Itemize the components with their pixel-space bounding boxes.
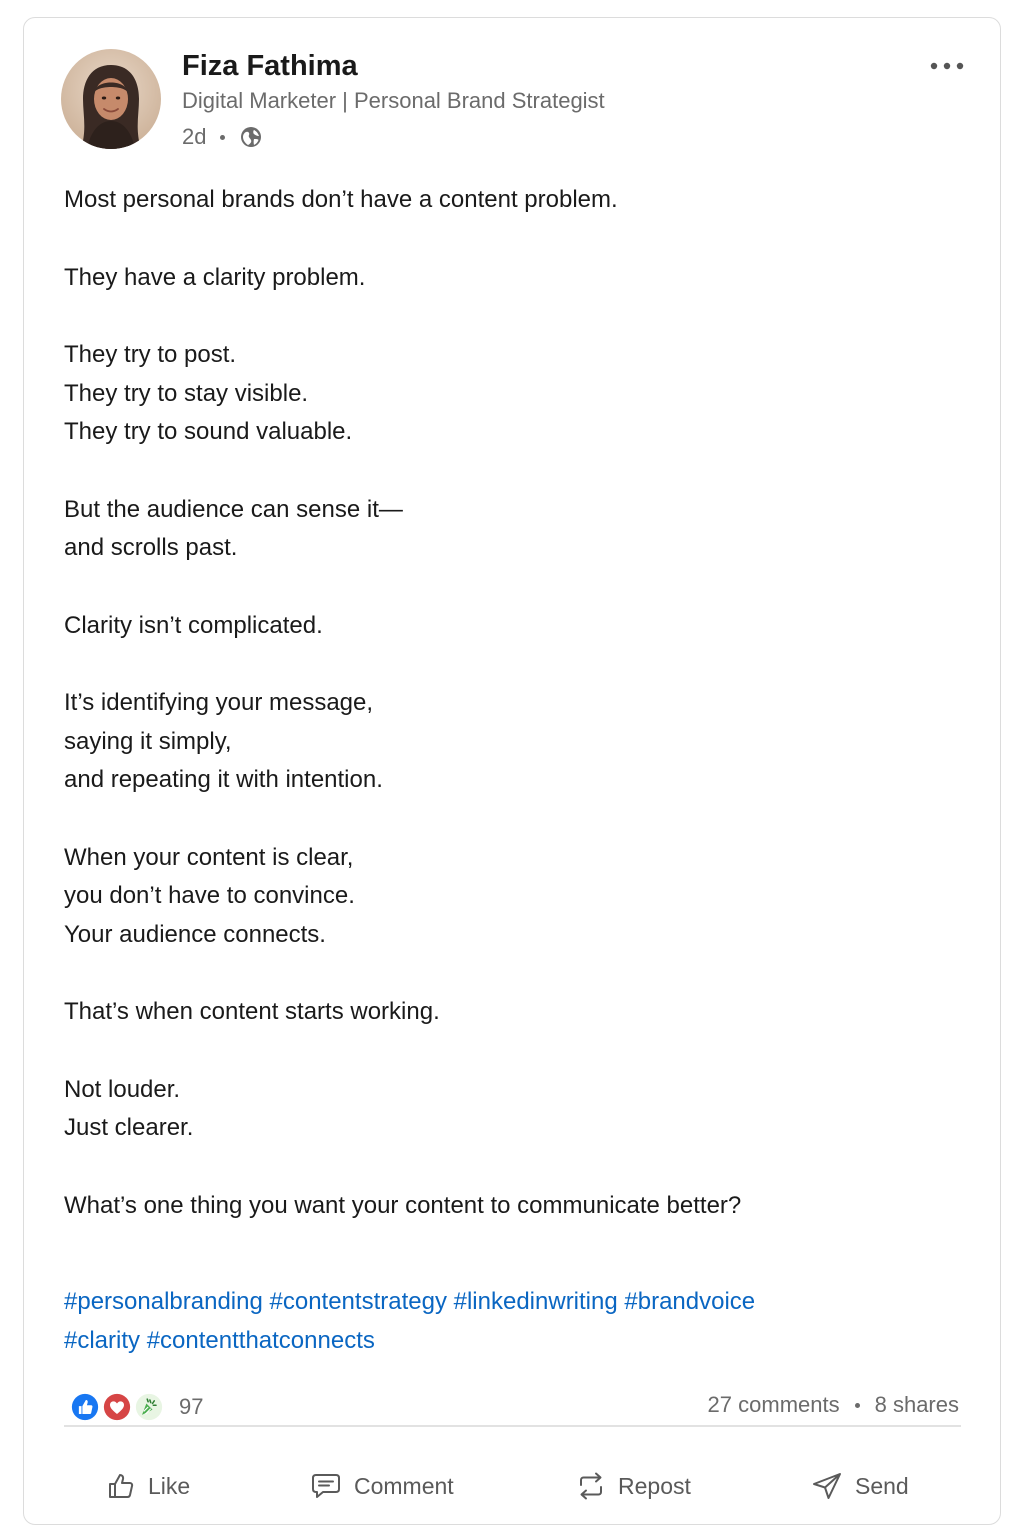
body-line: Not louder. <box>64 1075 181 1103</box>
avatar[interactable] <box>61 49 161 149</box>
like-button[interactable] <box>106 1456 190 1516</box>
hashtag-link[interactable]: #brandvoice <box>624 1288 756 1315</box>
body-line: They try to post. <box>64 341 237 368</box>
body-line: saying it simply, <box>64 727 232 755</box>
send-label: Send <box>855 1472 909 1499</box>
post-meta <box>182 124 263 150</box>
divider <box>64 1425 961 1427</box>
body-line: and scrolls past. <box>64 534 238 561</box>
body-line: Your audience connects. <box>64 920 326 948</box>
reaction-count: 97 <box>179 1394 204 1419</box>
body-line: They try to stay visible. <box>64 379 309 407</box>
author-photo <box>61 49 161 149</box>
body-line: When your content is clear, <box>64 843 354 871</box>
send-button[interactable] <box>811 1456 909 1516</box>
author-name[interactable]: Fiza Fathima <box>182 50 358 82</box>
body-line: Most personal brands don’t have a content problem. <box>64 186 618 213</box>
comment-icon <box>310 1471 342 1501</box>
comment-button[interactable] <box>310 1456 454 1516</box>
globe-icon <box>239 125 263 149</box>
hashtag-link[interactable]: #contentstrategy <box>269 1288 447 1315</box>
body-line: That’s when content starts working. <box>64 998 440 1025</box>
like-label: Like <box>148 1472 191 1499</box>
body-line: Just clearer. <box>64 1114 194 1141</box>
hashtag-link[interactable]: #linkedinwriting <box>453 1288 618 1315</box>
post-time: 2d <box>182 124 207 149</box>
comment-label: Comment <box>354 1472 454 1499</box>
repost-icon <box>576 1470 606 1502</box>
comments-count-link[interactable]: 27 comments <box>707 1392 840 1417</box>
body-line: you don’t have to convince. <box>64 882 355 909</box>
body-line: But the audience can sense it— <box>64 495 403 523</box>
post-stats <box>708 1392 959 1418</box>
body-line: It’s identifying your message, <box>64 689 374 716</box>
love-icon <box>101 1391 133 1423</box>
like-icon <box>69 1391 101 1423</box>
body-line: They have a clarity problem. <box>64 263 366 291</box>
body-line: and repeating it with intention. <box>64 766 383 793</box>
separator-dot <box>220 135 225 140</box>
hashtag-link[interactable]: #personalbranding <box>64 1288 263 1315</box>
more-options-button[interactable] <box>924 48 970 84</box>
post-card <box>23 17 1001 1525</box>
celebrate-icon <box>133 1391 165 1423</box>
hashtag-link[interactable]: #clarity <box>64 1327 141 1354</box>
author-headline: Digital Marketer | Personal Brand Strategist <box>182 88 605 113</box>
shares-count-link[interactable]: 8 shares <box>874 1392 959 1417</box>
reactions-summary[interactable] <box>69 1391 203 1423</box>
body-line: Clarity isn’t complicated. <box>64 611 323 639</box>
ellipsis-icon <box>930 61 964 71</box>
repost-label: Repost <box>618 1472 691 1499</box>
reaction-icons <box>69 1391 169 1423</box>
post-body <box>64 181 964 1225</box>
send-icon <box>811 1471 843 1501</box>
hashtag-list <box>64 1282 964 1360</box>
body-line: They try to sound valuable. <box>64 418 353 445</box>
repost-button[interactable] <box>576 1456 691 1516</box>
thumbs-up-icon <box>106 1471 136 1501</box>
action-bar <box>64 1456 961 1516</box>
hashtag-link[interactable]: #contentthatconnects <box>146 1327 375 1354</box>
separator-dot <box>855 1403 860 1408</box>
body-line: What’s one thing you want your content to communicate better? <box>64 1191 742 1219</box>
